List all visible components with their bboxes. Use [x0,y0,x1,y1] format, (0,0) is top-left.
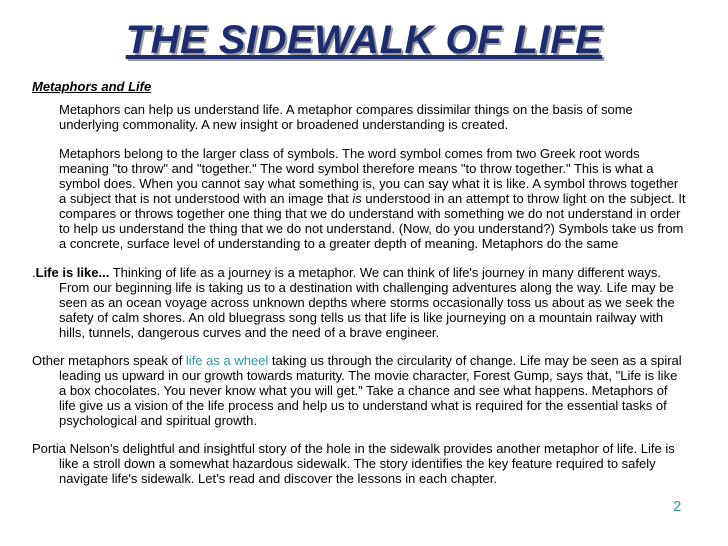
paragraph-portia-nelson: Portia Nelson's delightful and insightful story of the hole in the sidewalk provides another metaphor of life. Life is like a stroll down a somewhat hazardous sidewalk. The story identifies the key feature required to safely navigate life's sidewalk. Let’s read and discover the lessons in each chapter. [32,441,675,486]
emphasis-is: is [352,191,362,206]
subheading: Metaphors and Life [32,79,152,94]
paragraph-metaphor-definition: Metaphors can help us understand life. A metaphor compares dissimilar things on the basis of some underlying commonality. A new insight or broadened understanding is created. [59,102,633,132]
paragraph-symbols-part-2: understood in an attempt to throw light on the subject. It compares or throws together one thing that we do understand with something we do not understand in order to help us understand the thing that we do not understand. (Now, do you understand?) Symbols take us from a concrete, surface level of understanding to a greater depth of meaning. Metaphors do the same [59,191,686,251]
slide-body [32,79,687,499]
paragraph-symbols [32,146,687,251]
paragraph-life-is-like-text: Thinking of life as a journey is a metaphor. We can think of life's journey in many different ways. From our beginning life is taking us to a destination with challenging adventures along the way. Life may be seen as an ocean voyage across unknown depths where storms occasionally toss us about as we seek the safety of calm shores. An old bluegrass song tells us that life is like journeying on a mountain railway with hills, tunnels, dangerous curves and the need of a brave engineer. [59,265,675,340]
paragraph-other-metaphors-part-1: Other metaphors speak of [32,353,186,368]
slide-title: THE SIDEWALK OF LIFE [125,18,603,62]
paragraph-symbols-part-1: Metaphors belong to the larger class of symbols. The word symbol comes from two Greek root words meaning "to throw" and "together." The word symbol therefore means "to throw together." This is what a symbol does. When you cannot say what something is, you can say what it is like. A symbol throws together a subject that is not understood with an image that [59,146,679,206]
paragraph-other-metaphors-part-2: taking us through the circularity of change. Life may be seen as a spiral leading us upward in our growth towards maturity. The movie character, Forest Gump, says that, "Life is like a box chocolates. You never know what you will get." Take a chance and see what happens. Metaphors of life give us a vision of the life process and help us to understand what is required for the essential tasks of psychological and spiritual growth. [59,353,682,428]
page-number: 2 [673,498,682,515]
paragraph-prefix: . [32,265,36,280]
lead-life-is-like: Life is like... [35,265,110,280]
paragraph-other-metaphors [32,353,687,428]
life-as-a-wheel-link[interactable]: life as a wheel [185,353,269,368]
paragraph-life-is-like [32,265,687,340]
